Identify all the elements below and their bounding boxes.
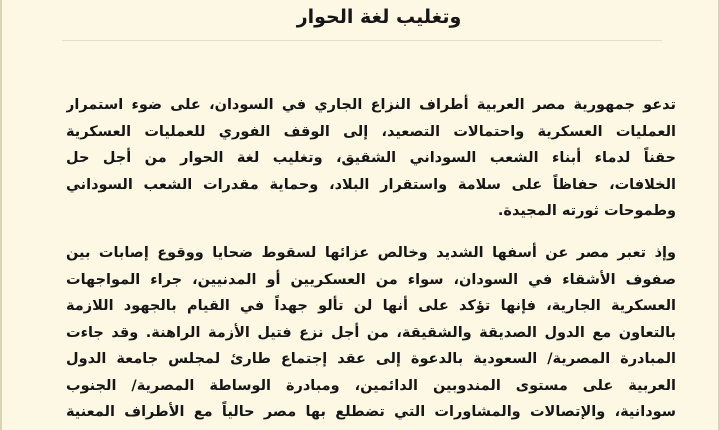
paragraph-line: العربية على مستوى المندوبين الدائمين، ومبادرة الوساطة المصرية/ الجنوب — [66, 377, 676, 394]
paragraph-line: صفوف الأشقاء في السودان، سواء من العسكريين أو المدنيين، جراء المواجهات — [66, 271, 676, 288]
paragraph-line: تدعو جمهورية مصر العربية أطراف النزاع الجاري في السودان، على ضوء استمرار — [66, 97, 676, 113]
paragraph-line: وإذ تعبر مصر عن أسفها الشديد وخالص عزائها لسقوط ضحايا ووقوع إصابات بين — [66, 245, 676, 261]
paragraph-line: بالتعاون مع الدول الصديقة والشقيقة، من أجل نزع فتيل الأزمة الراهنة. وقد جاءت — [66, 324, 676, 341]
paragraph-line: الخلافات، حفاظاً على سلامة واستقرار البلاد، وحماية مقدرات الشعب السوداني — [66, 176, 676, 193]
paragraph-line: سودانية، والإتصالات والمشاورات التي تضطلع بها مصر حالياً مع الأطراف المعنية — [66, 404, 676, 420]
paragraph-line: وطموحات ثورته المجيدة. — [497, 203, 676, 219]
paragraph-line: المبادرة المصرية/ السعودية بالدعوة إلى عقد إجتماع طارئ لمجلس جامعة الدول — [66, 351, 676, 367]
paragraph-2 — [66, 240, 676, 426]
paragraph-line: العسكرية الجارية، فإنها تؤكد على أنها لن تألو جهداً في القيام بالجهود اللازمة — [66, 298, 676, 314]
paragraph-1 — [66, 92, 676, 225]
paragraph-line: العمليات العسكرية واحتمالات التصعيد، إلى الوقف الفوري للعمليات العسكرية — [66, 123, 676, 140]
paragraph-line: حقناً لدماء أبناء الشعب السوداني الشقيق، وتغليب لغة الحوار من أجل حل — [66, 150, 676, 166]
document-title: وتغليب لغة الحوار — [296, 6, 462, 28]
title-divider — [62, 40, 662, 41]
